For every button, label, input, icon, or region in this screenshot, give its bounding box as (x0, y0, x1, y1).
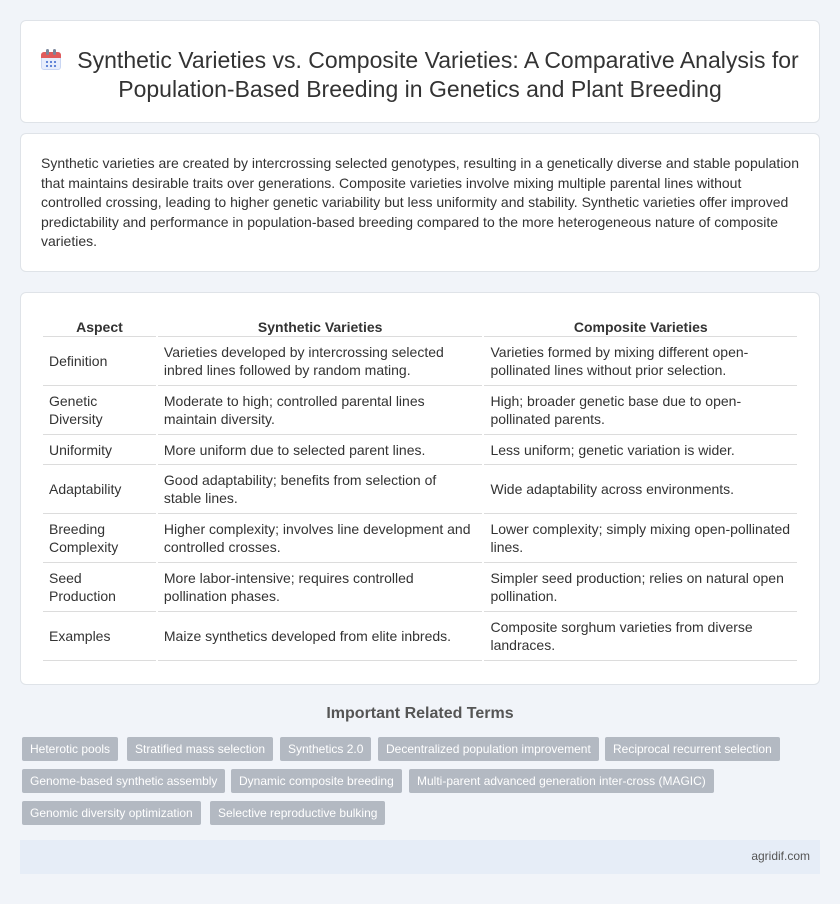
related-term-tag[interactable]: Synthetics 2.0 (280, 737, 371, 761)
table-header-row (43, 315, 797, 337)
related-terms-heading: Important Related Terms (326, 705, 514, 722)
row-aspect: Examples (43, 612, 156, 661)
footer (20, 840, 820, 874)
table-row (43, 435, 797, 465)
row-composite: Composite sorghum varieties from diverse landraces. (484, 612, 797, 661)
row-composite: Simpler seed production; relies on natural open pollination. (484, 563, 797, 612)
footer-site-link[interactable]: agridif.com (751, 849, 810, 863)
row-aspect: Adaptability (43, 465, 156, 514)
row-aspect: Seed Production (43, 563, 156, 612)
row-aspect: Uniformity (43, 435, 156, 465)
table-row (43, 465, 797, 514)
row-synthetic: More uniform due to selected parent lines. (158, 435, 483, 465)
row-composite: High; broader genetic base due to open-pollinated parents. (484, 386, 797, 435)
related-term-tag[interactable]: Genomic diversity optimization (22, 801, 201, 825)
row-synthetic: Higher complexity; involves line development and controlled crosses. (158, 514, 483, 563)
row-synthetic: Maize synthetics developed from elite inbreds. (158, 612, 483, 661)
table-row (43, 337, 797, 386)
comparison-table (41, 315, 799, 661)
title-card (20, 20, 820, 123)
row-synthetic: Good adaptability; benefits from selection of stable lines. (158, 465, 483, 514)
table-row (43, 514, 797, 563)
related-term-tag[interactable]: Multi-parent advanced generation inter-cross (MAGIC) (409, 769, 714, 793)
related-term-tag[interactable]: Reciprocal recurrent selection (605, 737, 780, 761)
related-term-tag[interactable]: Decentralized population improvement (378, 737, 599, 761)
header-synthetic: Synthetic Varieties (158, 315, 483, 337)
related-term-tag[interactable]: Stratified mass selection (127, 737, 273, 761)
related-term-tag[interactable]: Heterotic pools (22, 737, 118, 761)
row-aspect: Definition (43, 337, 156, 386)
header-composite: Composite Varieties (484, 315, 797, 337)
header-aspect: Aspect (43, 315, 156, 337)
table-row (43, 612, 797, 661)
row-synthetic: Moderate to high; controlled parental lines maintain diversity. (158, 386, 483, 435)
calendar-icon (41, 49, 61, 70)
comparison-card (20, 292, 820, 685)
row-composite: Less uniform; genetic variation is wider. (484, 435, 797, 465)
page-title-text: Synthetic Varieties vs. Composite Varieties: A Comparative Analysis for Population-Based Breeding in Genetics and Plant Breeding (77, 47, 799, 102)
related-term-tag[interactable]: Genome-based synthetic assembly (22, 769, 225, 793)
row-synthetic: More labor-intensive; requires controlled pollination phases. (158, 563, 483, 612)
intro-paragraph: Synthetic varieties are created by intercrossing selected genotypes, resulting in a genetically diverse and stable population that maintains desirable traits over generations. Composite varieties involve mixing multiple parental lines without controlled crossing, leading to higher genetic variability but less uniformity and stability. Synthetic varieties offer improved predictability and performance in population-based breeding compared to the more heterogeneous nature of composite varieties. (41, 155, 799, 249)
row-composite: Wide adaptability across environments. (484, 465, 797, 514)
page-title (41, 46, 799, 104)
row-composite: Lower complexity; simply mixing open-pollinated lines. (484, 514, 797, 563)
row-synthetic: Varieties developed by intercrossing selected inbred lines followed by random mating. (158, 337, 483, 386)
related-term-tag[interactable]: Selective reproductive bulking (210, 801, 385, 825)
table-row (43, 563, 797, 612)
intro-card (20, 133, 820, 272)
table-row (43, 386, 797, 435)
row-aspect: Breeding Complexity (43, 514, 156, 563)
related-term-tag[interactable]: Dynamic composite breeding (231, 769, 402, 793)
row-aspect: Genetic Diversity (43, 386, 156, 435)
row-composite: Varieties formed by mixing different open-pollinated lines without prior selection. (484, 337, 797, 386)
